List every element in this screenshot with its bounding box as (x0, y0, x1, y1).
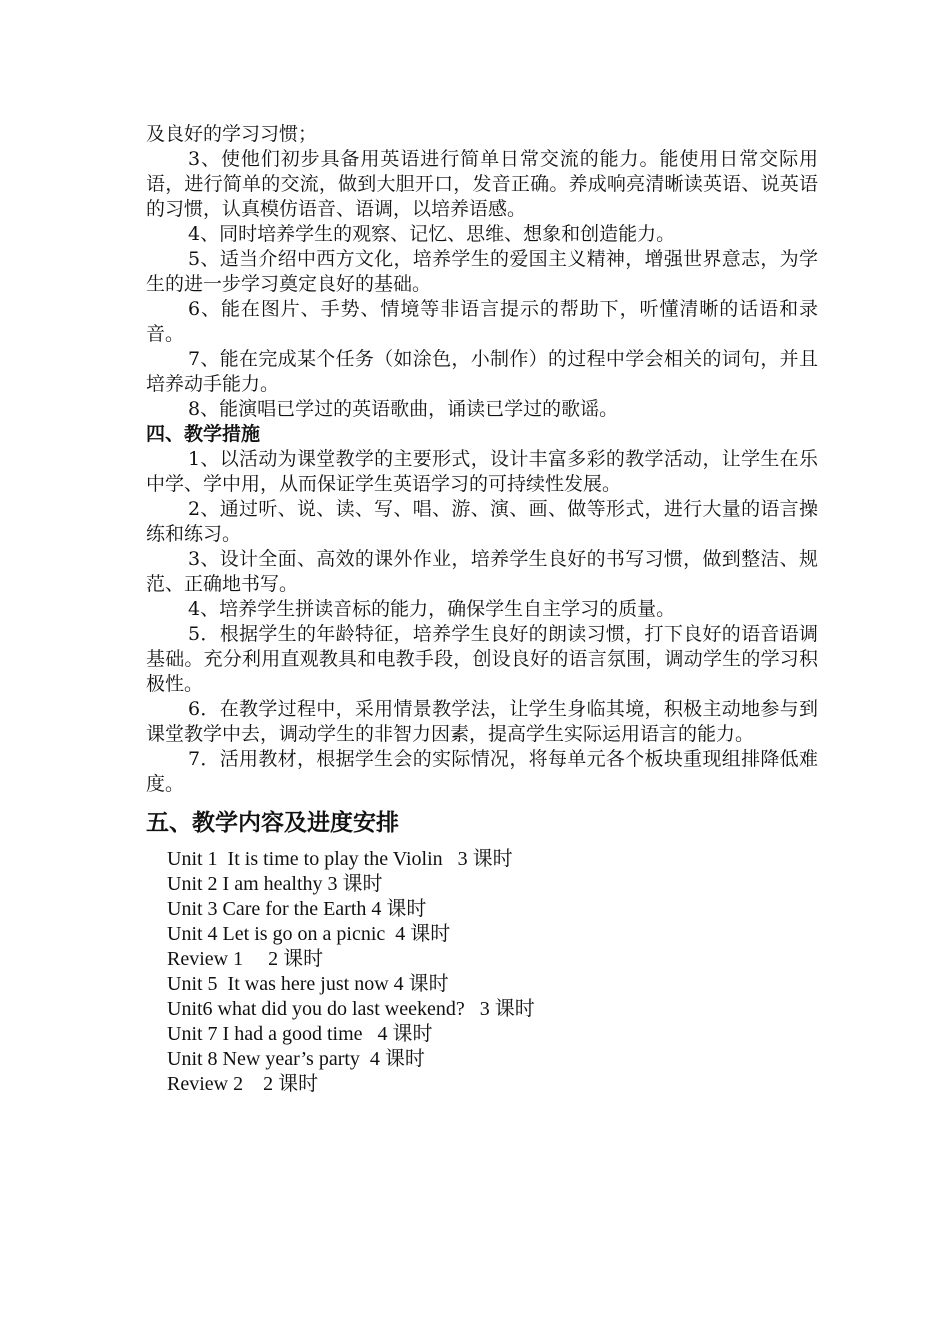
schedule-item: Unit 2 I am healthy 3 课时 (167, 873, 383, 895)
schedule-item: Unit 7 I had a good time 4 课时 (167, 1023, 433, 1045)
measure-4: 4、培养学生拼读音标的能力，确保学生自主学习的质量。 (188, 598, 676, 620)
measure-6: 6．在教学过程中，采用情景教学法，让学生身临其境，积极主动地参与到课堂教学中去，调动学生的非智力因素，提高学生实际运用语言的能力。 (146, 698, 818, 745)
objective-8: 8、能演唱已学过的英语歌曲，诵读已学过的歌谣。 (188, 398, 619, 420)
document-body (146, 122, 818, 1097)
paragraph-learning-habits: 及良好的学习习惯； (146, 123, 318, 145)
schedule-item: Unit 8 New year’s party 4 课时 (167, 1048, 425, 1070)
schedule-item: Unit 5 It was here just now 4 课时 (167, 973, 449, 995)
section-heading-content-schedule: 五、教学内容及进度安排 (146, 809, 399, 836)
schedule-item: Unit6 what did you do last weekend? 3 课时 (167, 998, 535, 1020)
objective-5: 5、适当介绍中西方文化，培养学生的爱国主义精神，增强世界意志，为学生的进一步学习奠定良好的基础。 (146, 248, 818, 295)
schedule-item: Unit 3 Care for the Earth 4 课时 (167, 898, 427, 920)
measure-1: 1、以活动为课堂教学的主要形式，设计丰富多彩的教学活动，让学生在乐中学、学中用，从而保证学生英语学习的可持续性发展。 (146, 448, 818, 495)
objective-6: 6、能在图片、手势、情境等非语言提示的帮助下，听懂清晰的话语和录音。 (146, 298, 818, 345)
measure-7: 7．活用教材，根据学生会的实际情况，将每单元各个板块重现组排降低难度。 (146, 748, 818, 795)
schedule-item: Review 2 2 课时 (167, 1073, 319, 1095)
schedule-item: Unit 1 It is time to play the Violin 3 课时 (167, 848, 513, 870)
measure-5: 5．根据学生的年龄特征，培养学生良好的朗读习惯，打下良好的语音语调基础。充分利用直观教具和电教手段，创设良好的语言氛围，调动学生的学习积极性。 (146, 623, 818, 695)
measure-3: 3、设计全面、高效的课外作业，培养学生良好的书写习惯，做到整洁、规范、正确地书写。 (146, 548, 818, 595)
schedule-list (146, 847, 818, 1097)
objective-4: 4、同时培养学生的观察、记忆、思维、想象和创造能力。 (188, 223, 676, 245)
measure-2: 2、通过听、说、读、写、唱、游、演、画、做等形式，进行大量的语言操练和练习。 (146, 498, 818, 545)
schedule-item: Unit 4 Let is go on a picnic 4 课时 (167, 923, 451, 945)
schedule-item: Review 1 2 课时 (167, 948, 324, 970)
objective-3: 3、使他们初步具备用英语进行简单日常交流的能力。能使用日常交际用语，进行简单的交流，做到大胆开口，发音正确。养成响亮清晰读英语、说英语的习惯，认真模仿语音、语调，以培养语感。 (146, 148, 818, 220)
objective-7: 7、能在完成某个任务（如涂色，小制作）的过程中学会相关的词句，并且培养动手能力。 (146, 348, 818, 395)
section-heading-teaching-measures: 四、教学措施 (146, 423, 261, 445)
